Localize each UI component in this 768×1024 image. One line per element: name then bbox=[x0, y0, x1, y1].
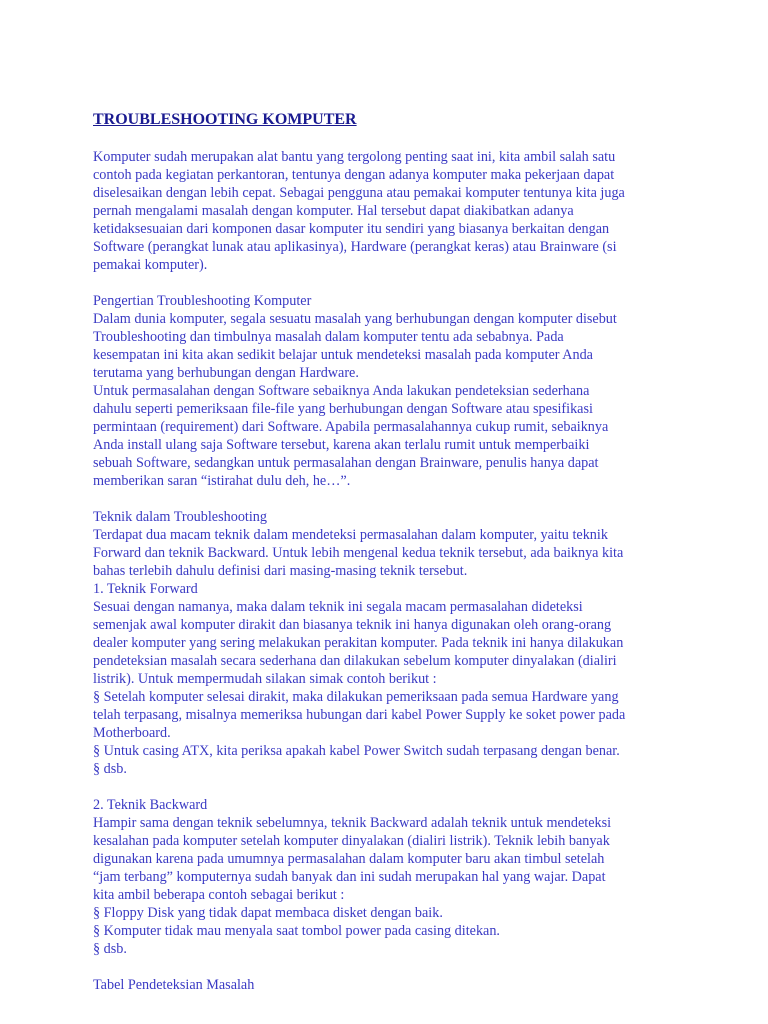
section-teknik bbox=[93, 508, 683, 778]
subsection-heading: 2. Teknik Backward bbox=[93, 797, 208, 813]
text-line: listrik). Untuk mempermudah silakan simak contoh berikut : bbox=[93, 671, 437, 687]
document-body bbox=[93, 108, 683, 994]
section-backward bbox=[93, 796, 683, 958]
bullet-line: § Floppy Disk yang tidak dapat membaca disket dengan baik. bbox=[93, 905, 443, 921]
document-title: TROUBLESHOOTING KOMPUTER bbox=[93, 111, 357, 128]
paragraph-gap bbox=[93, 778, 683, 796]
section-heading: Pengertian Troubleshooting Komputer bbox=[93, 293, 312, 309]
text-line: memberikan saran “istirahat dulu deh, he…”. bbox=[93, 473, 351, 489]
text-line: contoh pada kegiatan perkantoran, tentunya dengan adanya komputer maka pekerjaan dapat bbox=[93, 167, 615, 183]
text-line: Terdapat dua macam teknik dalam mendeteksi permasalahan dalam komputer, yaitu teknik bbox=[93, 527, 608, 543]
paragraph-gap bbox=[93, 490, 683, 508]
text-line: Software (perangkat lunak atau aplikasinya), Hardware (perangkat keras) atau Brainware (si bbox=[93, 239, 617, 255]
text-line: Dalam dunia komputer, segala sesuatu masalah yang berhubungan dengan komputer disebut bbox=[93, 311, 617, 327]
text-line: pemakai komputer). bbox=[93, 257, 208, 273]
text-line: Untuk permasalahan dengan Software sebaiknya Anda lakukan pendeteksian sederhana bbox=[93, 383, 590, 399]
text-line: Sesuai dengan namanya, maka dalam teknik ini segala macam permasalahan dideteksi bbox=[93, 599, 583, 615]
text-line: Hampir sama dengan teknik sebelumnya, teknik Backward adalah teknik untuk mendeteksi bbox=[93, 815, 612, 831]
text-line: kesempatan ini kita akan sedikit belajar untuk mendeteksi masalah pada komputer Anda bbox=[93, 347, 593, 363]
text-line: “jam terbang” komputernya sudah banyak dan ini sudah merupakan hal yang wajar. Dapat bbox=[93, 869, 606, 885]
text-line: permintaan (requirement) dari Software. Apabila permasalahannya cukup rumit, sebaiknya bbox=[93, 419, 609, 435]
text-line: kita ambil beberapa contoh sebagai berikut : bbox=[93, 887, 345, 903]
text-line: Anda install ulang saja Software tersebut, karena akan terlalu rumit untuk memperbaiki bbox=[93, 437, 590, 453]
intro-paragraph bbox=[93, 148, 683, 274]
subsection-heading: 1. Teknik Forward bbox=[93, 581, 198, 597]
paragraph-gap bbox=[93, 274, 683, 292]
text-line: Forward dan teknik Backward. Untuk lebih mengenal kedua teknik tersebut, ada baiknya kita bbox=[93, 545, 624, 561]
section-tabel bbox=[93, 976, 683, 994]
text-line: pendeteksian masalah secara sederhana dan dilakukan sebelum komputer dinyalakan (dialiri bbox=[93, 653, 617, 669]
text-line: diselesaikan dengan lebih cepat. Sebagai pengguna atau pemakai komputer tentunya kita juga bbox=[93, 185, 625, 201]
text-line: telah terpasang, misalnya memeriksa hubungan dari kabel Power Supply ke soket power pada bbox=[93, 707, 626, 723]
section-pengertian bbox=[93, 292, 683, 490]
bullet-line: § Setelah komputer selesai dirakit, maka dilakukan pemeriksaan pada semua Hardware yang bbox=[93, 689, 619, 705]
text-line: Troubleshooting dan timbulnya masalah dalam komputer tentu ada sebabnya. Pada bbox=[93, 329, 564, 345]
text-line: bahas terlebih dahulu definisi dari masing-masing teknik tersebut. bbox=[93, 563, 468, 579]
paragraph-gap bbox=[93, 958, 683, 976]
text-line: digunakan karena pada umumnya permasalahan dalam komputer baru akan timbul setelah bbox=[93, 851, 605, 867]
text-line: pernah mengalami masalah dengan komputer. Hal tersebut dapat diakibatkan adanya bbox=[93, 203, 574, 219]
section-heading: Teknik dalam Troubleshooting bbox=[93, 509, 267, 525]
text-line: ketidaksesuaian dari komponen dasar komputer itu sendiri yang biasanya berkaitan dengan bbox=[93, 221, 610, 237]
bullet-line: § dsb. bbox=[93, 761, 127, 777]
section-heading: Tabel Pendeteksian Masalah bbox=[93, 977, 255, 993]
text-line: Komputer sudah merupakan alat bantu yang tergolong penting saat ini, kita ambil salah satu bbox=[93, 149, 616, 165]
text-line: sebuah Software, sedangkan untuk permasalahan dengan Brainware, penulis hanya dapat bbox=[93, 455, 599, 471]
bullet-line: § Komputer tidak mau menyala saat tombol power pada casing ditekan. bbox=[93, 923, 500, 939]
text-line: Motherboard. bbox=[93, 725, 171, 741]
text-line: dahulu seperti pemeriksaan file-file yang berhubungan dengan Software atau spesifikasi bbox=[93, 401, 593, 417]
text-line: terutama yang berhubungan dengan Hardware. bbox=[93, 365, 359, 381]
text-line: kesalahan pada komputer setelah komputer dinyalakan (dialiri listrik). Teknik lebih banyak bbox=[93, 833, 610, 849]
text-line: dealer komputer yang sering melakukan perakitan komputer. Pada teknik ini hanya dilakukan bbox=[93, 635, 624, 651]
bullet-line: § dsb. bbox=[93, 941, 127, 957]
text-line: semenjak awal komputer dirakit dan biasanya teknik ini hanya digunakan oleh orang-orang bbox=[93, 617, 612, 633]
bullet-line: § Untuk casing ATX, kita periksa apakah kabel Power Switch sudah terpasang dengan benar. bbox=[93, 743, 620, 759]
